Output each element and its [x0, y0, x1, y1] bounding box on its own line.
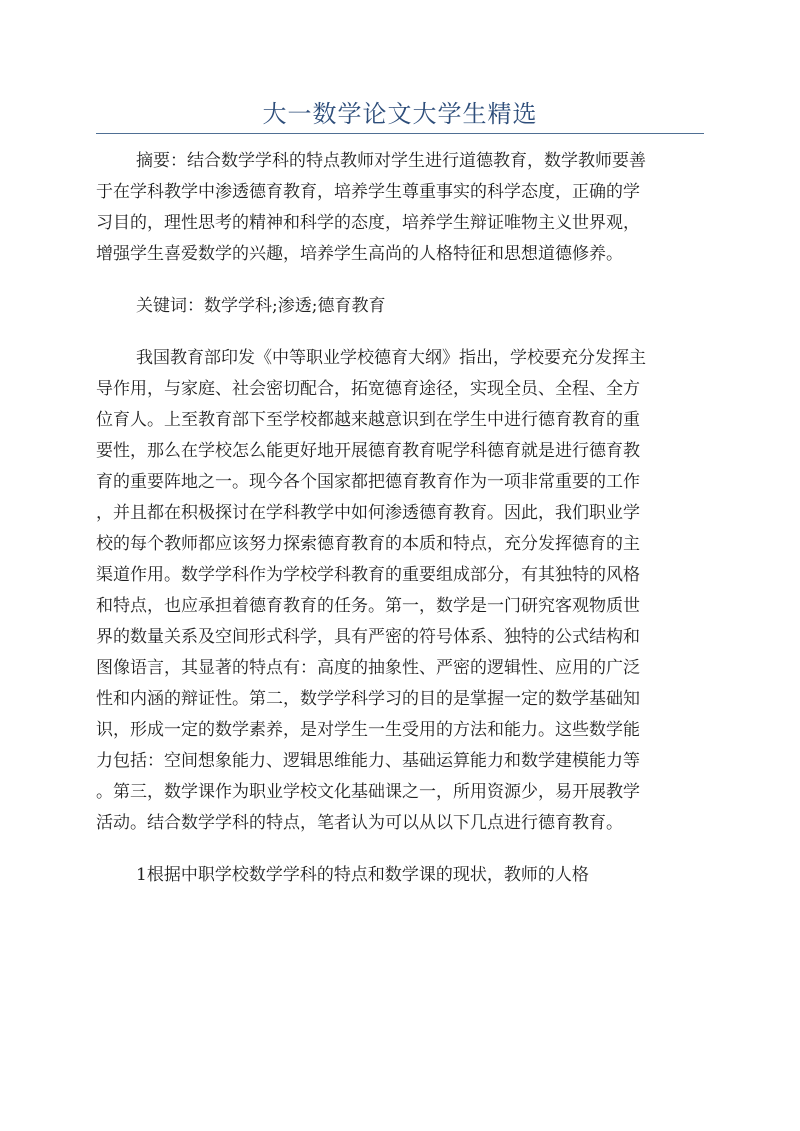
body-paragraph	[96, 343, 704, 839]
section-heading: 1根据中职学校数学学科的特点和数学课的现状，教师的人格	[136, 865, 589, 885]
paragraph-gap	[96, 322, 704, 343]
body-line: 力包括：空间想象能力、逻辑思维能力、基础运算能力和数学建模能力等	[96, 751, 640, 771]
keywords-paragraph	[96, 291, 704, 322]
body-line: 我国教育部印发《中等职业学校德育大纲》指出，学校要充分发挥主	[136, 348, 646, 368]
body-line: 识，形成一定的数学素养，是对学生一生受用的方法和能力。这些数学能	[96, 720, 640, 740]
document-body	[96, 146, 704, 891]
body-line: 位育人。上至教育部下至学校都越来越意识到在学生中进行德育教育的重	[96, 410, 640, 430]
body-line: 活动。结合数学学科的特点，笔者认为可以从以下几点进行德育教育。	[96, 813, 623, 833]
abstract-line: 习目的，理性思考的精神和科学的态度，培养学生辩证唯物主义世界观，	[96, 213, 640, 233]
abstract-paragraph	[96, 146, 704, 270]
title-underline	[96, 133, 704, 134]
abstract-line: 于在学科教学中渗透德育教育，培养学生尊重事实的科学态度，正确的学	[96, 182, 640, 202]
abstract-line: 增强学生喜爱数学的兴趣，培养学生高尚的人格特征和思想道德修养。	[96, 244, 623, 264]
keywords-line: 关键词：数学学科;渗透;德育教育	[136, 296, 386, 316]
body-line: 性和内涵的辩证性。第二，数学学科学习的目的是掌握一定的数学基础知	[96, 689, 640, 709]
body-line: 界的数量关系及空间形式科学，具有严密的符号体系、独特的公式结构和	[96, 627, 640, 647]
body-line: 要性，那么在学校怎么能更好地开展德育教育呢学科德育就是进行德育教	[96, 441, 640, 461]
body-line: 和特点，也应承担着德育教育的任务。第一，数学是一门研究客观物质世	[96, 596, 640, 616]
paragraph-gap	[96, 839, 704, 860]
section-heading-paragraph	[96, 860, 704, 891]
body-line: 渠道作用。数学学科作为学校学科教育的重要组成部分，有其独特的风格	[96, 565, 640, 585]
body-line: 导作用，与家庭、社会密切配合，拓宽德育途径，实现全员、全程、全方	[96, 379, 640, 399]
body-line: 育的重要阵地之一。现今各个国家都把德育教育作为一项非常重要的工作	[96, 472, 640, 492]
paragraph-gap	[96, 270, 704, 291]
body-line: 校的每个教师都应该努力探索德育教育的本质和特点，充分发挥德育的主	[96, 534, 640, 554]
body-line: 。第三，数学课作为职业学校文化基础课之一，所用资源少，易开展教学	[96, 782, 640, 802]
document-title: 大一数学论文大学生精选	[262, 100, 538, 128]
body-line: 图像语言，其显著的特点有：高度的抽象性、严密的逻辑性、应用的广泛	[96, 658, 640, 678]
body-line: ，并且都在积极探讨在学科教学中如何渗透德育教育。因此，我们职业学	[96, 503, 640, 523]
abstract-line: 摘要：结合数学学科的特点教师对学生进行道德教育，数学教师要善	[136, 151, 646, 171]
